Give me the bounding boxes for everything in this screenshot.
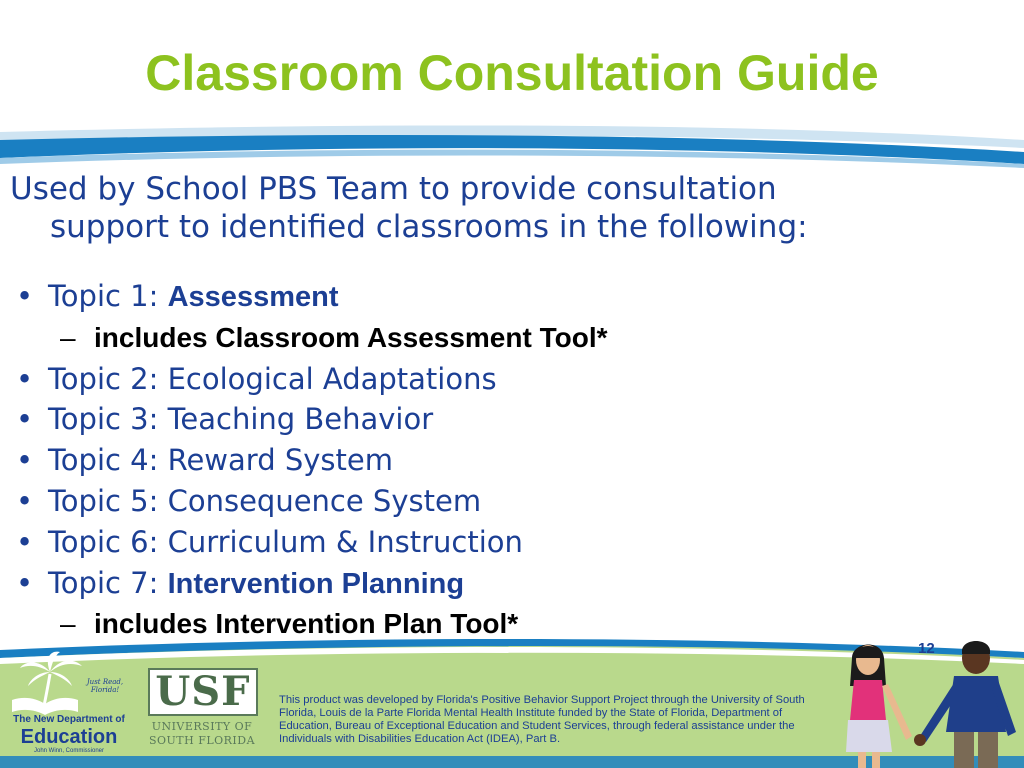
bullet-dot: • xyxy=(16,361,34,396)
bullet-dot: • xyxy=(16,443,34,478)
fldoe-logo xyxy=(4,650,134,760)
bullet-dot: • xyxy=(16,483,34,518)
sub-dash: – xyxy=(60,321,76,353)
page-number: 12 xyxy=(918,640,935,657)
fldoe-line-1: The New Department of xyxy=(13,714,125,725)
topic-label: Topic 2: Ecological Adaptations xyxy=(48,361,497,396)
slide-title: Classroom Consultation Guide xyxy=(145,45,879,101)
credit-text: This product was developed by Florida's Positive Behavior Support Project through the University of South Florida, Louis de la Parte Florida Mental Health Institute funded by the State of Florida, Department of Education, Bureau of Exceptional Education and Student Services, through federal assistance under the Individuals with Disabilities Education Act (IDEA), Part B. xyxy=(279,694,805,745)
topic-item xyxy=(16,276,996,318)
header-swoosh xyxy=(0,118,1024,178)
fldoe-tagline: Just Read, Florida! xyxy=(86,678,124,694)
fldoe-line-3: John Winn, Commissioner xyxy=(33,748,105,754)
subitem-label: includes Classroom Assessment Tool* xyxy=(94,321,608,353)
bullet-dot: • xyxy=(16,524,34,559)
topic-item xyxy=(16,481,996,522)
fldoe-line-2: Education xyxy=(20,726,118,748)
bullet-dot: • xyxy=(16,565,34,600)
usf-wordmark: USF xyxy=(148,668,258,716)
topic-emphasis: Intervention Planning xyxy=(167,567,465,600)
open-book-icon xyxy=(10,696,80,716)
topic-label: Topic 1: xyxy=(48,279,168,313)
topic-subitem xyxy=(16,318,996,359)
topic-item xyxy=(16,522,996,563)
topic-emphasis: Assessment xyxy=(167,281,339,313)
usf-logo xyxy=(148,668,256,758)
sub-dash: – xyxy=(60,608,76,640)
intro-line-2: support to identified classrooms in the following: xyxy=(50,209,808,245)
usf-subtitle-2: SOUTH FLORIDA xyxy=(148,734,256,747)
bullet-dot: • xyxy=(16,402,34,437)
topic-label: Topic 5: Consequence System xyxy=(48,483,482,518)
children-illustration xyxy=(846,636,1024,768)
topic-item xyxy=(16,563,996,605)
topic-label: Topic 3: Teaching Behavior xyxy=(48,402,434,437)
topic-label: Topic 7: xyxy=(48,565,168,600)
topic-label: Topic 4: Reward System xyxy=(48,443,393,478)
topic-item xyxy=(16,440,996,481)
intro-line-1: Used by School PBS Team to provide consultation xyxy=(10,171,777,207)
usf-subtitle-1: UNIVERSITY OF xyxy=(151,720,253,733)
topic-item xyxy=(16,399,996,440)
topic-label: Topic 6: Curriculum & Instruction xyxy=(48,524,523,559)
intro-text xyxy=(10,170,1010,246)
topic-item xyxy=(16,359,996,400)
bullet-dot: • xyxy=(16,279,34,313)
topic-list xyxy=(16,276,996,645)
subitem-label: includes Intervention Plan Tool* xyxy=(94,608,519,640)
